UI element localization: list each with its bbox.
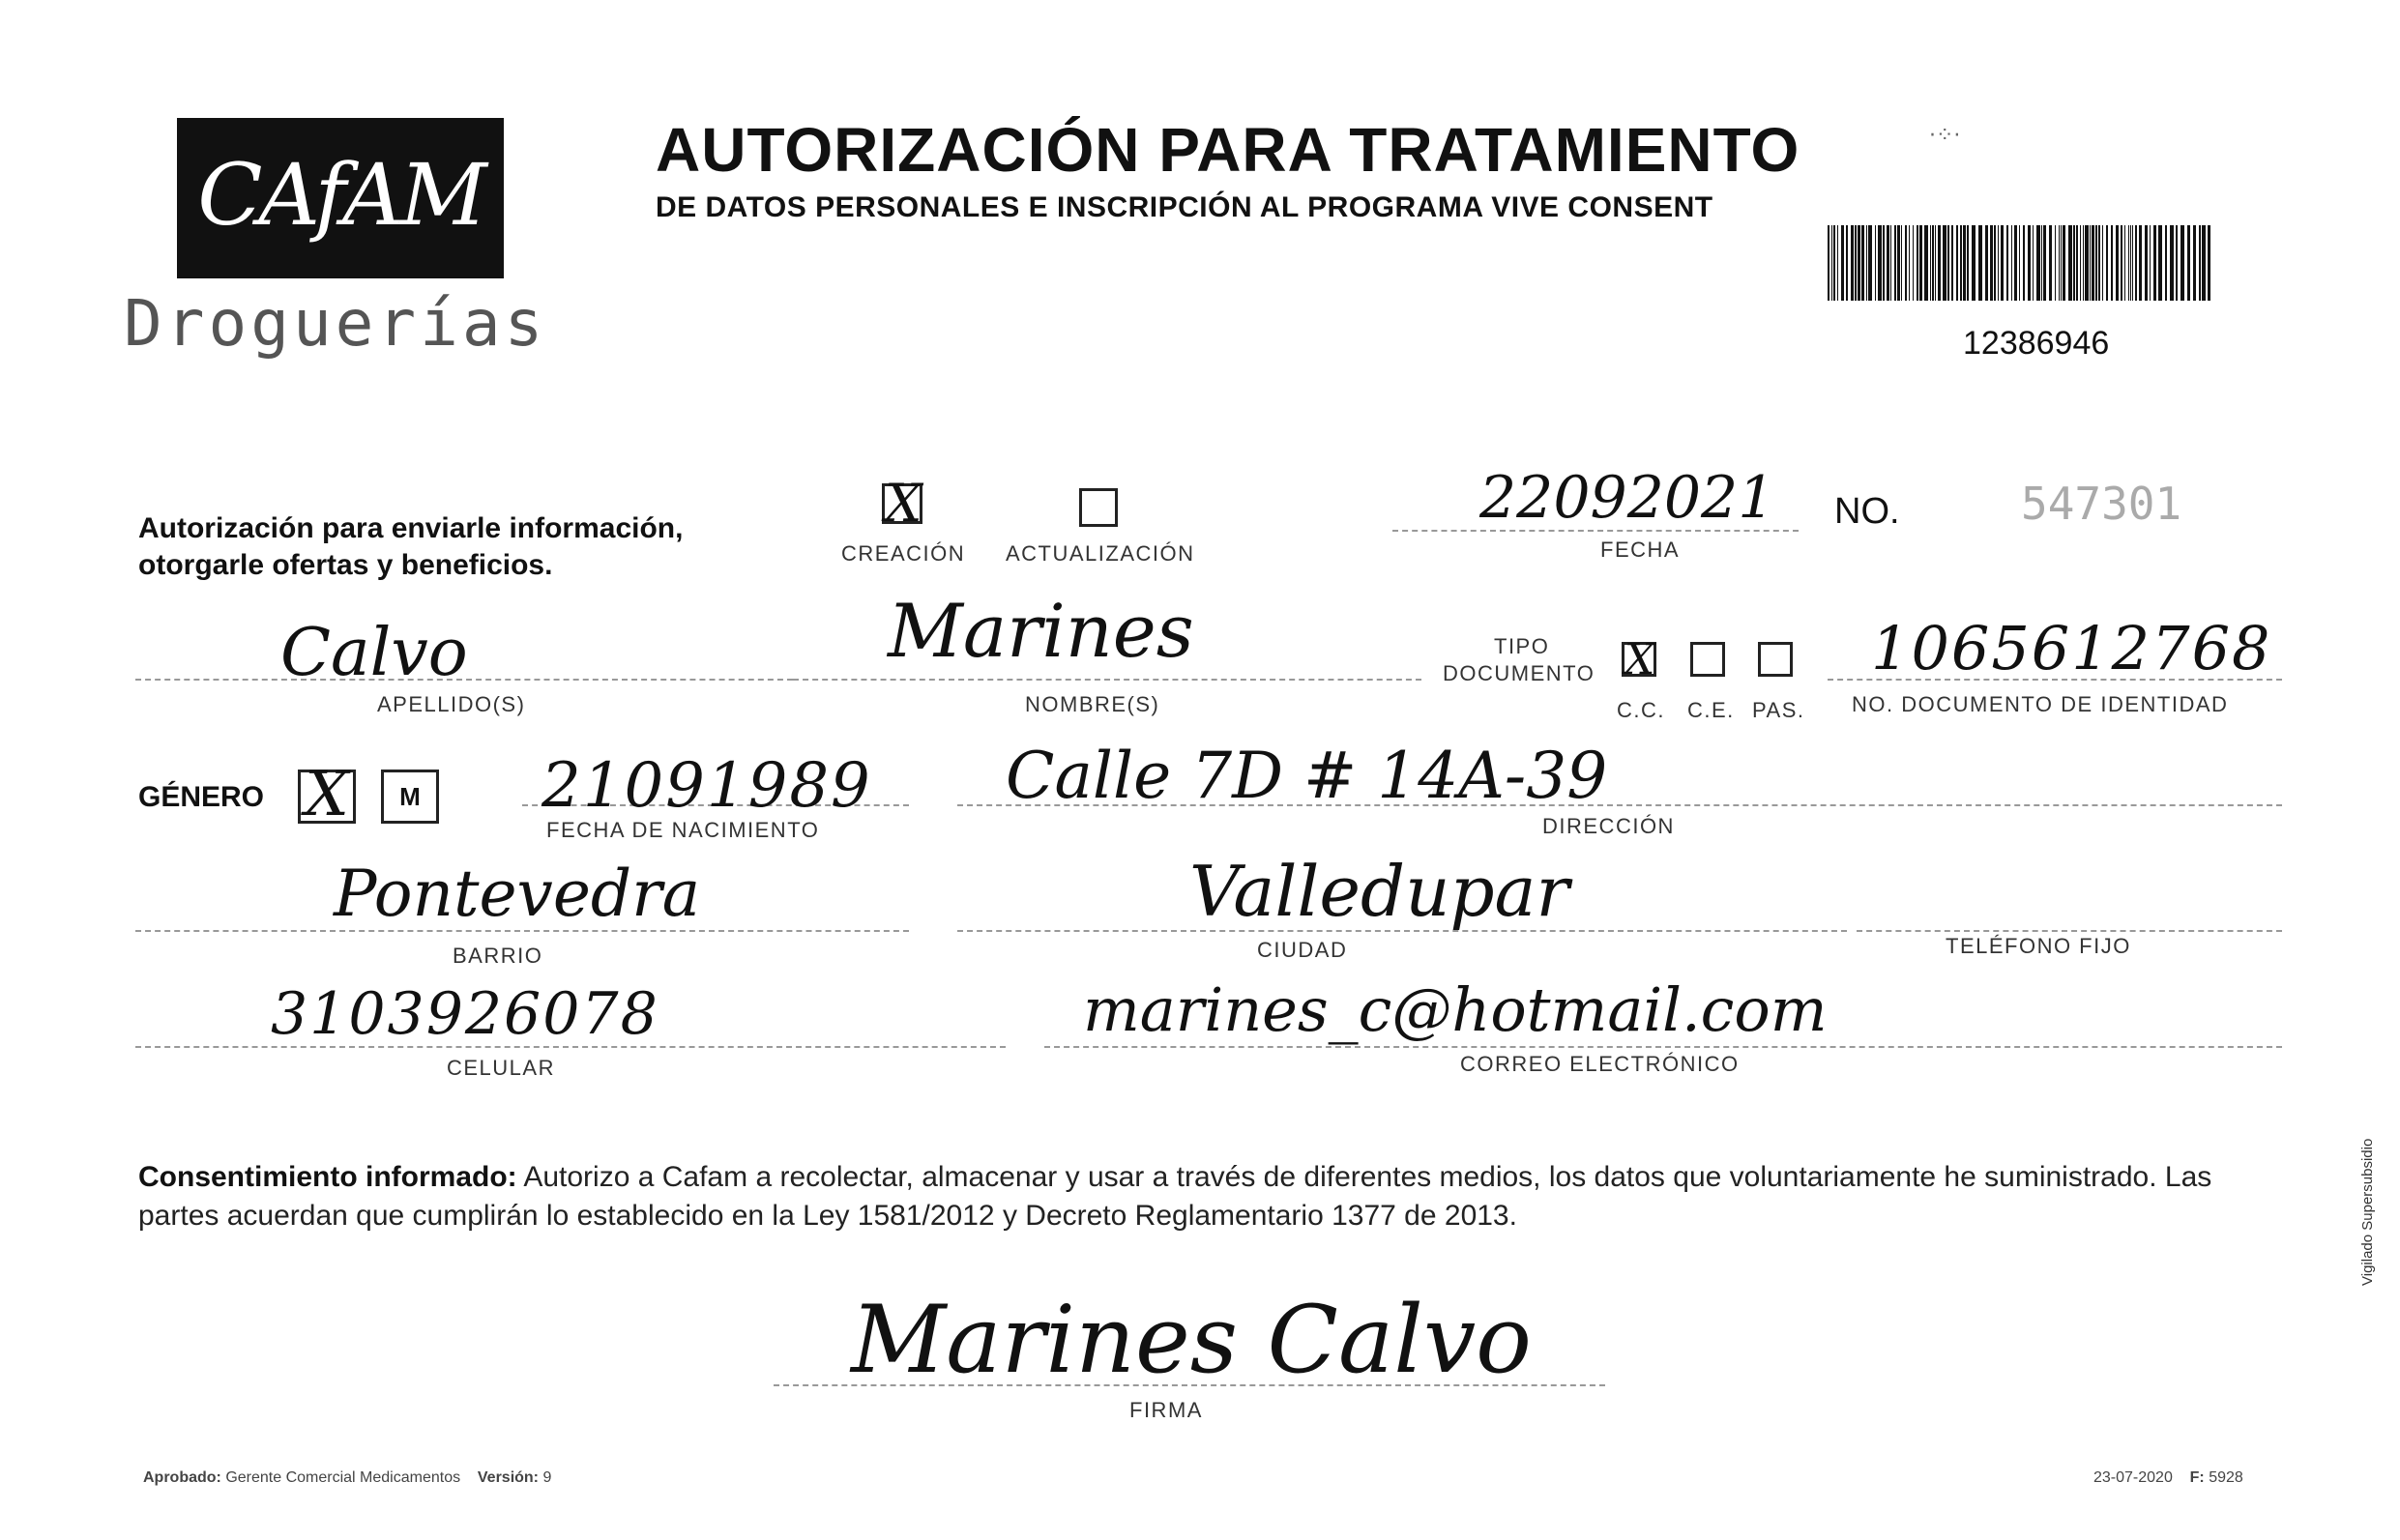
numero-documento-label: NO. DOCUMENTO DE IDENTIDAD	[1852, 692, 2229, 716]
telefono-fijo-label: TELÉFONO FIJO	[1946, 934, 2131, 958]
genero-m-checkbox[interactable]	[381, 770, 439, 824]
footer-date-code	[2093, 1469, 2243, 1487]
aprobado-value: Gerente Comercial Medicamentos	[225, 1469, 461, 1486]
scan-smudge: ·⁘·	[1929, 124, 1961, 148]
cafam-logo	[177, 118, 504, 278]
tipo-documento-label-2: DOCUMENTO	[1443, 661, 1595, 685]
direccion-value[interactable]: Calle 7D # 14A-39	[1006, 739, 1608, 813]
pas-label: PAS.	[1752, 698, 1805, 722]
footer-approval	[143, 1469, 551, 1487]
version-label: Versión:	[477, 1469, 540, 1486]
genero-m-label: M	[399, 782, 421, 811]
fecha-label: FECHA	[1600, 538, 1681, 562]
barrio-value[interactable]: Pontevedra	[334, 857, 701, 931]
fecha-nacimiento-label: FECHA DE NACIMIENTO	[546, 818, 820, 842]
ce-label: C.E.	[1687, 698, 1735, 722]
aprobado-label: Aprobado:	[143, 1469, 221, 1486]
fecha-value[interactable]: 22092021	[1479, 464, 1775, 532]
no-label: NO.	[1834, 491, 1900, 532]
form-subtitle: DE DATOS PERSONALES E INSCRIPCIÓN AL PROGRAMA VIVE CONSENT	[656, 191, 1713, 223]
actualizacion-checkbox[interactable]	[1079, 488, 1118, 527]
signature: Marines Calvo	[851, 1286, 1532, 1394]
logo-brand: CAfAM	[197, 145, 483, 245]
genero-f-checkbox[interactable]	[298, 759, 356, 830]
actualizacion-label: ACTUALIZACIÓN	[1006, 541, 1195, 566]
logo-subtitle: Droguerías	[124, 286, 547, 361]
footer-date: 23-07-2020	[2093, 1469, 2173, 1486]
tipo-documento-label-1: TIPO	[1494, 634, 1550, 658]
version-value: 9	[542, 1469, 552, 1486]
cc-check-mark: X	[1624, 635, 1655, 684]
consent-text: Autorizo a Cafam a recolectar, almacenar y usar a través de diferentes medios, los datos que voluntariamente he suministrado. Las partes acuerdan que cumplirán lo establecido en la Ley 1581/2012 y Decreto Reglamentario 1377 de 2013.	[138, 1161, 2212, 1232]
correo-line	[1044, 1046, 2282, 1048]
f-label: F:	[2189, 1469, 2205, 1486]
ciudad-value[interactable]: Valledupar	[1189, 851, 1569, 932]
cc-label: C.C.	[1617, 698, 1665, 722]
apellidos-label: APELLIDO(S)	[377, 692, 526, 716]
nombres-line	[793, 679, 1421, 681]
genero-f-check-mark: X	[305, 759, 349, 830]
fecha-line	[1392, 530, 1799, 532]
creacion-check-mark: X	[885, 473, 922, 534]
correo-label: CORREO ELECTRÓNICO	[1460, 1052, 1740, 1076]
form-title: AUTORIZACIÓN PARA TRATAMIENTO	[656, 115, 1800, 185]
consent-heading: Consentimiento informado:	[138, 1161, 517, 1193]
ce-checkbox[interactable]	[1690, 642, 1725, 677]
creacion-label: CREACIÓN	[841, 541, 966, 566]
direccion-label: DIRECCIÓN	[1542, 814, 1675, 838]
barcode-number: 12386946	[1963, 325, 2110, 362]
f-value: 5928	[2209, 1469, 2243, 1486]
creacion-checkbox[interactable]	[882, 473, 922, 534]
fecha-nacimiento-value[interactable]: 21091989	[541, 750, 872, 822]
no-value: 547301	[2021, 478, 2182, 530]
pas-checkbox[interactable]	[1758, 642, 1793, 677]
barcode	[1828, 225, 2214, 301]
numero-documento-value[interactable]: 1065612768	[1871, 613, 2272, 683]
celular-value[interactable]: 3103926078	[271, 980, 659, 1048]
nombres-value[interactable]: Marines	[888, 588, 1194, 674]
celular-label: CELULAR	[447, 1056, 555, 1080]
consent-paragraph	[138, 1158, 2266, 1235]
firma-label: FIRMA	[1129, 1398, 1203, 1422]
cc-checkbox[interactable]	[1622, 635, 1656, 684]
nombres-label: NOMBRE(S)	[1025, 692, 1160, 716]
intro-line-1: Autorización para enviarle información,	[138, 512, 684, 544]
intro-line-2: otorgarle ofertas y beneficios.	[138, 549, 553, 581]
genero-label: GÉNERO	[138, 781, 265, 813]
correo-value[interactable]: marines_c@hotmail.com	[1083, 974, 1828, 1045]
telefono-fijo-line	[1857, 930, 2282, 932]
side-text: Vigilado Supersubsidio	[2359, 1138, 2376, 1286]
barrio-label: BARRIO	[453, 944, 543, 968]
apellidos-value[interactable]: Calvo	[280, 615, 468, 691]
ciudad-label: CIUDAD	[1257, 938, 1348, 962]
